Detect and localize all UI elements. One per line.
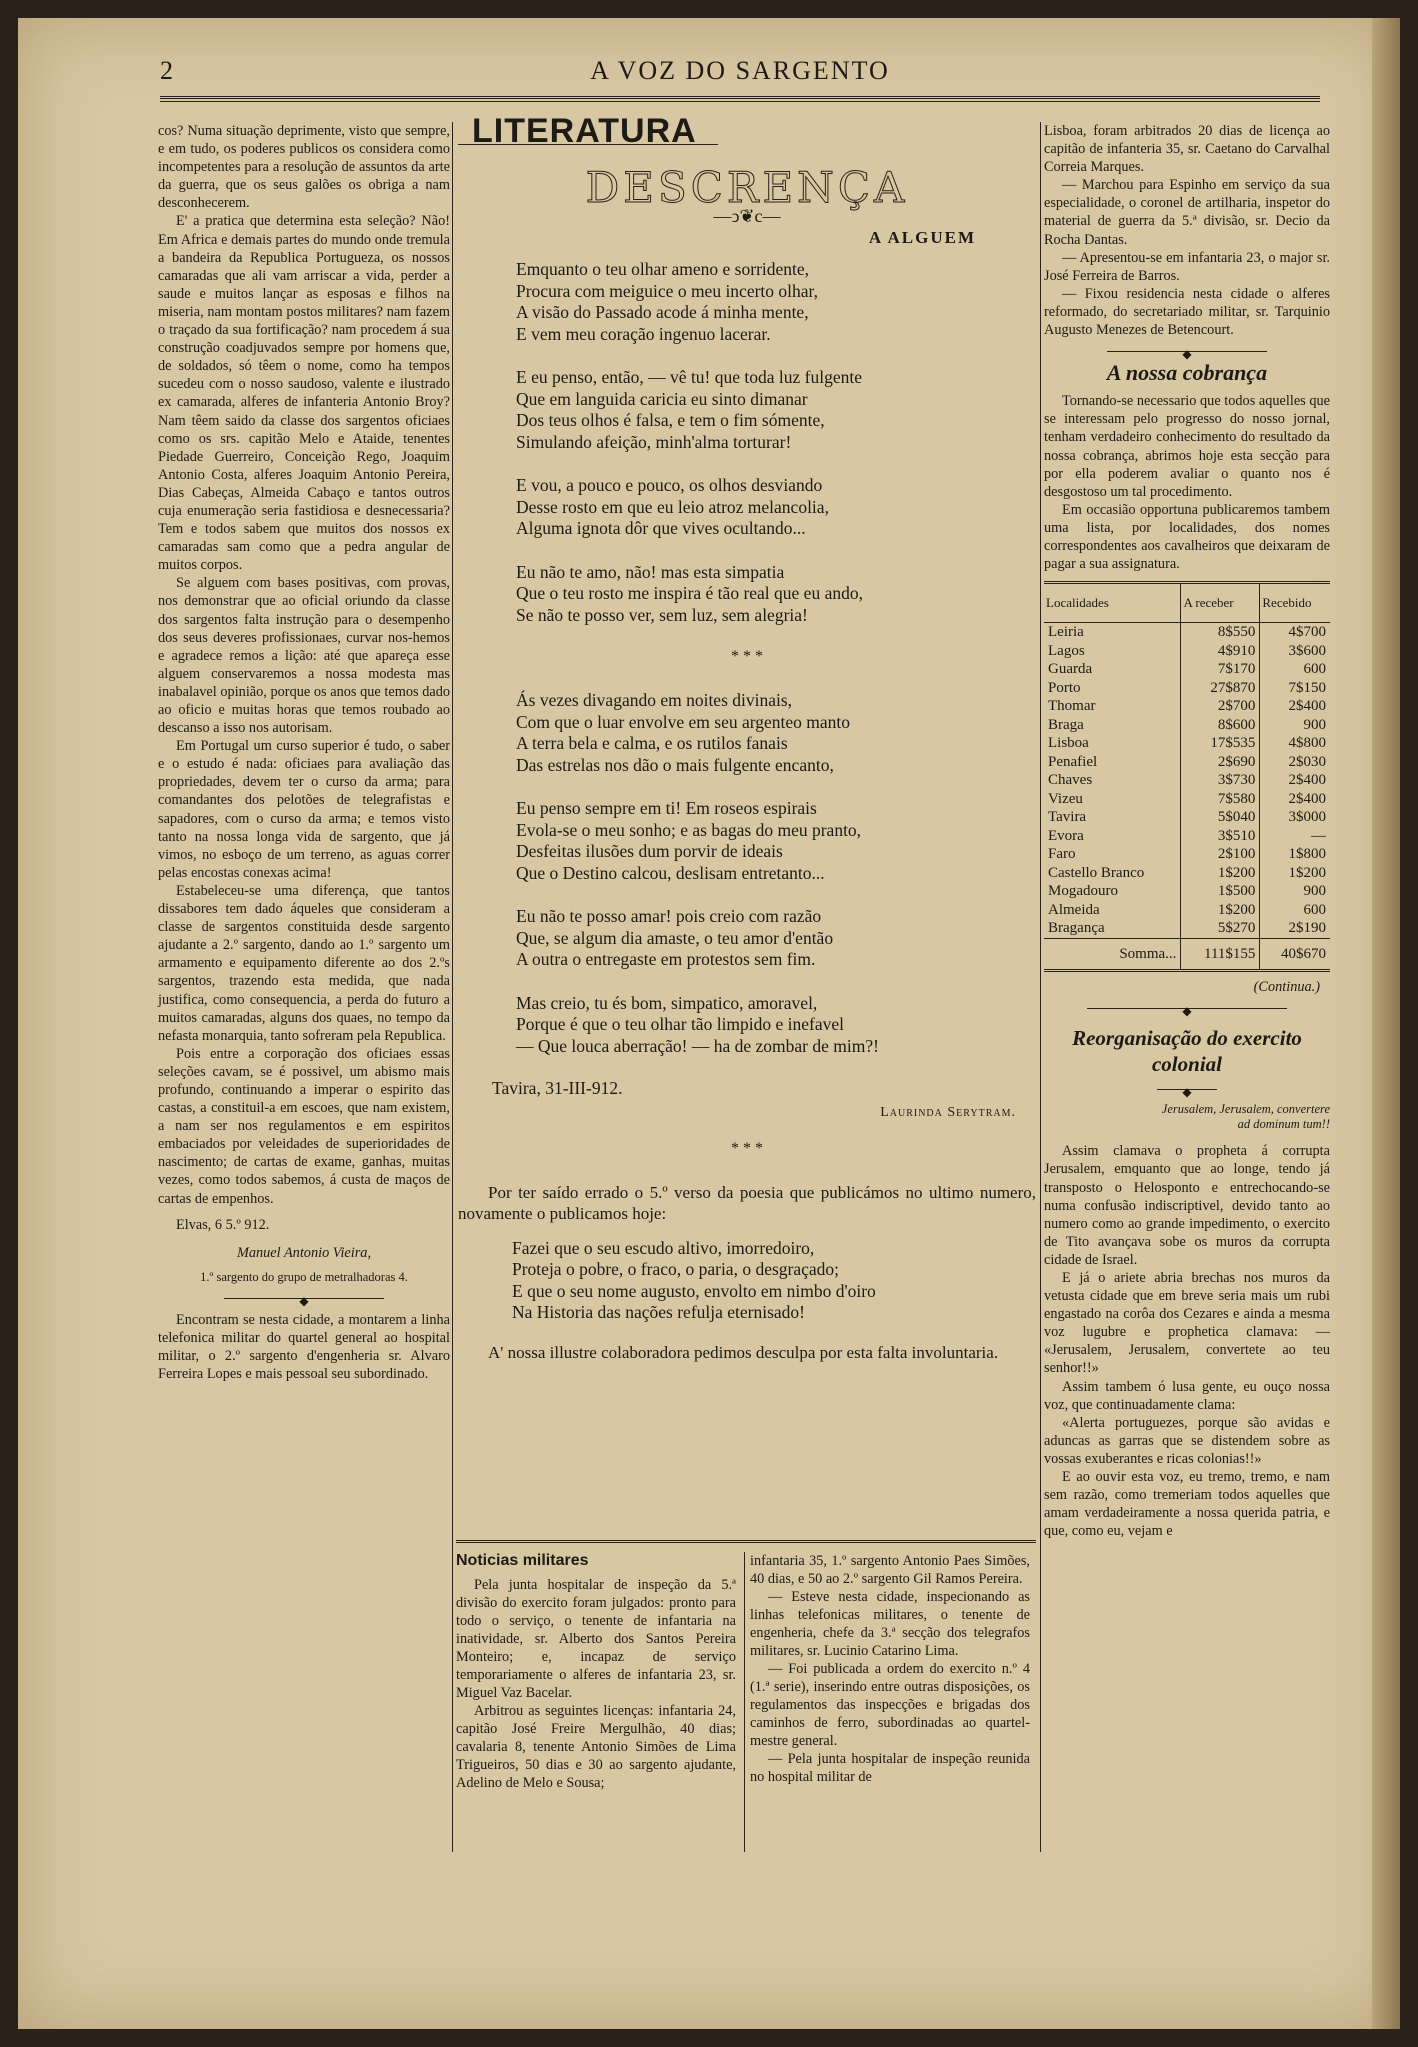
locality-cell: Leiria [1048,624,1084,641]
received-cell: 7$150 [1260,679,1330,698]
news-paragraph: — Esteve nesta cidade, inspecionando as linhas telefonicas militares, o tenente de engenheria, chefe da 3.ª secção dos telegrafos militares, sr. Lucinio Catarino Lima. [750,1589,1030,1659]
verse-line: E vou, a pouco e pouco, os olhos desviando [516,475,823,496]
table-row [1044,697,1330,716]
verse-line: Evola-se o meu sonho; e as bagas do meu pranto, [516,819,862,840]
table-row [1044,734,1330,753]
verse-line: Das estrelas nos dão o mais fulgente encanto, [516,754,834,775]
to-receive-cell: 2$100 [1181,845,1260,864]
column-divider [744,1552,745,1852]
page-header [160,50,1320,100]
table-header: Localidades [1044,583,1181,623]
table-row [1044,827,1330,846]
locality-cell: Porto [1048,679,1081,696]
to-receive-cell: 8$600 [1181,716,1260,735]
to-receive-cell: 1$500 [1181,882,1260,901]
total-cell: 111$155 [1181,938,1260,971]
received-cell: 600 [1260,901,1330,920]
received-cell: 2$030 [1260,753,1330,772]
locality-cell: Castello Branco [1048,864,1145,881]
reorg-paragraph: Assim tambem ó lusa gente, eu ouço nossa voz, que continuadamente clama: [1044,1378,1330,1413]
place-date: Elvas, 6 5.º 912. [176,1216,270,1233]
verse-line: Procura com meiguice o meu incerto olhar, [516,280,819,301]
table-row [1044,679,1330,698]
locality-cell: Bragança [1048,920,1105,937]
poem-stanza [516,798,1036,884]
locality-cell: Almeida [1048,901,1100,918]
news-paragraph: — Marchou para Espinho em serviço da sua especialidade, o coronel de artilharia, inspetor do material de guerra da 5.ª divisão, sr. Decio da Rocha Dantas. [1044,177,1330,248]
table-row [1044,623,1330,642]
locality-cell: Faro [1048,846,1076,863]
cobranca-paragraph: Em occasião opportuna publicaremos tambem uma lista, por localidades, dos nomes correspondentes aos cavalheiros que deixaram de pagar a sua assignatura. [1044,501,1330,573]
received-cell: 2$190 [1260,919,1330,938]
correction-note: Por ter saído errado o 5.º verso da poesia que publicámos no ultimo numero, novamente o publicamos hoje: [458,1182,1036,1223]
news-paragraph: — Apresentou-se em infantaria 23, o major sr. José Ferreira de Barros. [1044,249,1330,284]
verse-line: Fazei que o seu escudo altivo, imorredoiro, [512,1237,815,1258]
to-receive-cell: 17$535 [1181,734,1260,753]
masthead: A VOZ DO SARGENTO [590,56,890,85]
locality-cell: Lisboa [1048,735,1089,752]
section-title: LITERATURA [472,112,697,150]
received-cell: 4$800 [1260,734,1330,753]
verse-line: Com que o luar envolve em seu argenteo manto [516,711,851,732]
received-cell: 2$400 [1260,697,1330,716]
table-row [1044,660,1330,679]
table-header: Recebido [1260,583,1330,623]
table-row [1044,642,1330,661]
received-cell: 1$200 [1260,864,1330,883]
verse-line: A terra bela e calma, e os rutilos fanais [516,733,788,754]
table-row [1044,716,1330,735]
noticias-left [456,1552,736,1792]
asterism: * * * [731,648,763,666]
total-cell: Somma... [1044,938,1181,971]
locality-cell: Thomar [1048,698,1096,715]
verse-line: E eu penso, então, — vê tu! que toda luz fulgente [516,367,863,388]
to-receive-cell: 27$870 [1181,679,1260,698]
article-paragraph: E' a pratica que determina esta seleção? Não! Em Africa e demais partes do mundo onde tremula a bandeira da Republica Portugueza, os nossos camaradas que ali vam arriscar a vida, perder a saude e muitos lançar as esposas e filhos na miseria, nam montam postos militares? nam fazem o traçado da sua fortificação? nam procedem á sua construção coadjuvados sempre por homens que, de soldados, só têem o nome, como ha tempos sucedeu com o nosso saudoso, valente e ilustrado ex camarada, alferes de infanteria Antonio Broy? Nam têem saido da classe dos sargentos oficiaes como os srs. capitão Melo e Ataide, tenentes Piedade Guerreiro, Conceição Rego, Joaquim Antonio Costa, alferes Joaquim Antonio Pereira, Dias Cabeças, Almeida Cabaço e tantos outros cuja enumeração seria fastidiosa e desnecessaria? Tem e todos sabem que muitos dos nossos ex camaradas sam como que a pedra angular de muitos corpos. [158,213,450,574]
table-row [1044,919,1330,938]
article-paragraph: Estabeleceu-se uma diferença, que tantos dissabores tem dado áqueles que consideram a classe de sargentos constituida desde sargento ajudante a 2.º sargento, dando ao 1.º sargento um armamento e equipamento diferente ao dos 2.ºs sargentos, trazendo esta medida, que nada justifica, como consequencia, a perda do futuro a muitos camaradas, alguns dos quaes, no tempo da nefasta monarquia, tanto sofreram pela Republica. [158,882,450,1044]
locality-cell: Evora [1048,827,1084,844]
total-cell: 40$670 [1260,938,1330,971]
verse-line: Desfeitas ilusões dum porvir de ideais [516,841,783,862]
verse-line: E vem meu coração ingenuo lacerar. [516,323,771,344]
to-receive-cell: 2$690 [1181,753,1260,772]
verse-line: — Que louca aberração! — ha de zombar de mim?! [516,1035,879,1056]
article-paragraph: Em Portugal um curso superior é tudo, o saber e o estudo é nada: oficiaes para avaliação das propriedades, devem ter o curso da arma; para comandantes dos pelotões de telegrafistas e sapadores, com o curso da arma; e temos visto tanto na nossa longa vida de sargento, que já vimos, no esboço de um terreno, as aguas correr pelas encostas conexas acima! [158,738,450,881]
to-receive-cell: 5$270 [1181,919,1260,938]
diamond-ornament-icon: ◆ [1182,1085,1192,1100]
poem-dedication: A ALGUEM [868,228,976,248]
cobranca-paragraph: Tornando-se necessario que todos aquelles que se interessam pelo progresso do nosso jornal, tenham verdadeiro conhecimento do resultado da nossa cobrança, abrimos hoje esta secção para por ella poderem avaliar o quanto nos é desgostoso um tal procedimento. [1044,393,1330,500]
verse-line: A visão do Passado acode á minha mente, [516,302,809,323]
news-paragraph: — Pela junta hospitalar de inspeção reunida no hospital militar de [750,1751,1030,1785]
section-title: Noticias militares [456,1552,589,1569]
epigraph-line: ad dominum tum!! [1237,1117,1330,1132]
separator [1157,1085,1217,1100]
locality-cell: Mogadouro [1048,883,1118,900]
verse-line: Desse rosto em que eu leio atroz melancolia, [516,496,829,517]
column-divider [452,122,453,1852]
received-cell: 4$700 [1260,623,1330,642]
table-header: A receber [1181,583,1260,623]
received-cell: 3$000 [1260,808,1330,827]
noticias-right [750,1552,1030,1786]
verse-line: Que o Destino calcou, deslisam entretanto... [516,862,825,883]
verse-line: E que o seu nome augusto, envolto em nimbo d'oiro [512,1280,876,1301]
locality-cell: Penafiel [1048,753,1098,770]
signature-role: 1.º sargento do grupo de metralhadoras 4. [200,1269,408,1284]
column-divider [1040,122,1041,1852]
corrected-stanza [512,1238,1036,1324]
received-cell: 1$800 [1260,845,1330,864]
verse-line: Proteja o pobre, o fraco, o paria, o desgraçado; [512,1259,840,1280]
verse-line: Eu não te posso amar! pois creio com razão [516,906,822,927]
verse-line: Que em languida caricia eu sinto dimanar [516,388,808,409]
news-paragraph: — Fixou residencia nesta cidade o alferes reformado, do secretariado militar, sr. Tarquinio Augusto Menezes de Betencourt. [1044,285,1330,339]
table-row [1044,753,1330,772]
verse-line: Na Historia das nações refulja eternisado! [512,1302,806,1323]
received-cell: 3$600 [1260,642,1330,661]
reorg-paragraph: E já o ariete abria brechas nos muros da vetusta cidade que em breve seria mais um rubi engastado na corôa dos Cezares e ainda a mesma voz lugubre e prophetica clamava: — «Jerusalem, Jerusalem, convertete ao teu senhor!!» [1044,1270,1330,1377]
notice-paragraph: Encontram se nesta cidade, a montarem a linha telefonica militar do quartel general ao hospital militar, o 2.º sargento d'engenheria sr. Alvaro Ferreira Lopes e mais pessoal seu subordinado. [158,1311,450,1383]
section-rule [456,1540,1036,1543]
to-receive-cell: 1$200 [1181,901,1260,920]
signature: Manuel Antonio Vieira, [236,1244,372,1261]
received-cell: 900 [1260,716,1330,735]
received-cell: 900 [1260,882,1330,901]
received-cell: — [1260,827,1330,846]
verse-line: Dos teus olhos é falsa, e tem o fim sómente, [516,410,825,431]
locality-cell: Vizeu [1048,790,1083,807]
news-paragraph: — Foi publicada a ordem do exercito n.º 4 (1.ª serie), inserindo entre outras disposições, os regulamentos das inspecções e brigadas dos caminhos de ferro, subordinadas ao quartel-mestre general. [750,1661,1030,1749]
separator [224,1293,384,1308]
article-paragraph: Se alguem com bases positivas, com provas, nos demonstrar que ao oficial oriundo da classe dos sargentos falta instrução para o desempenho dos seus deveres profissionaes, curvar nos-hemos e agradece remos a lição: até que apareça esse alguem conservaremos a nossa modesta mas inabalavel opinião, porque os anos que temos dado ao oficio e muitas horas que temos roubado ao descanso a isso nos autorisam. [158,575,450,737]
table-row [1044,864,1330,883]
to-receive-cell: 3$510 [1181,827,1260,846]
verse-line: Ás vezes divagando em noites divinais, [516,690,793,711]
poem-stanza [516,993,1036,1058]
to-receive-cell: 3$730 [1181,771,1260,790]
poem-stanza [516,562,1036,627]
to-receive-cell: 2$700 [1181,697,1260,716]
table-row [1044,845,1330,864]
verse-line: Eu não te amo, não! mas esta simpatia [516,561,785,582]
column-left [158,122,450,1383]
article-paragraph: Pois entre a corporação dos oficiaes essas seleções cavam, se é possivel, um abismo mais profundo, continuando a imperar o espirito das castas, a constituil-a em escoes, que nam existem, a nam ser nos regulamentos e em espiritos embaciados por veleidades de superioridades de nascimento; de cartas de exame, ganhas, muitas vezes, como todos sabemos, á custa de maços de cartas de empenhos. [158,1045,450,1207]
poem-stanza [516,690,1036,776]
column-center [458,112,1036,1363]
diamond-ornament-icon: ◆ [1182,1004,1192,1019]
poem-stanza [516,367,1036,453]
received-cell: 2$400 [1260,790,1330,809]
article-paragraph: cos? Numa situação deprimente, visto que sempre, e em tudo, os poderes publicos os considera como incompetentes para a resolução de assuntos da arte da guerra, que os seus galões os obriga a nam desconhecerem. [158,123,450,212]
table-row [1044,808,1330,827]
cobranca-title: A nossa cobrança [1106,360,1268,386]
locality-cell: Tavira [1048,809,1087,826]
verse-line: Eu penso sempre em ti! Em roseos espirais [516,798,817,819]
to-receive-cell: 8$550 [1181,623,1260,642]
received-cell: 600 [1260,660,1330,679]
to-receive-cell: 7$170 [1181,660,1260,679]
reorg-title [1044,1025,1330,1077]
column-right [1044,122,1330,1540]
table-body [1044,623,1330,971]
table-row [1044,901,1330,920]
verse-line: Simulando afeição, minh'alma torturar! [516,431,792,452]
news-paragraph: Pela junta hospitalar de inspeção da 5.ª divisão do exercito foram julgados: pronto para todo o serviço, o tenente de infantaria na inatividade, sr. Alberto dos Santos Pereira Monteiro; e, incapaz de serviço temporariamente o alferes de infantaria 23, sr. Miguel Vaz Bacelar. [456,1577,736,1701]
poem-stanza [516,259,1036,345]
verse-line: Emquanto o teu olhar ameno e sorridente, [516,259,810,280]
verse-line: Alguma ignota dôr que vives ocultando... [516,518,806,539]
diamond-ornament-icon: ◆ [1182,347,1192,362]
epigraph-line: Jerusalem, Jerusalem, convertere [1161,1102,1330,1117]
page-number: 2 [160,56,173,85]
news-paragraph: Lisboa, foram arbitrados 20 dias de licença ao capitão de infanteria 35, sr. Caetano do Carvalhal Correia Marques. [1044,123,1330,176]
verse-line: Se não te posso ver, sem luz, sem alegria! [516,604,808,625]
header-rule [160,96,1320,102]
title-line: colonial [1151,1052,1222,1077]
asterism: * * * [731,1139,763,1157]
poem-author: Laurinda Serytram. [880,1104,1016,1120]
page-edge [1372,18,1400,2029]
locality-cell: Lagos [1048,642,1085,659]
separator [1107,347,1267,362]
verse-line: Porque é que o teu olhar tão limpido e inefavel [516,1014,845,1035]
table-header-row [1044,583,1330,623]
verse-line: Que o teu rosto me inspira é tão real que eu ando, [516,583,863,604]
table-total-row [1044,938,1330,971]
poem-stanza [516,475,1036,540]
to-receive-cell: 1$200 [1181,864,1260,883]
continua: (Continua.) [1253,979,1320,996]
separator [1087,1004,1287,1019]
apology-note: A' nossa illustre colaboradora pedimos desculpa por esta falta involuntaria. [488,1342,999,1362]
table-row [1044,771,1330,790]
title-line: Reorganisação do exercito [1072,1026,1302,1051]
reorg-paragraph: E ao ouvir esta voz, eu tremo, tremo, e nam sem razão, como tremeriam todos aquelles que amam verdadeiramente a nossa querida patria, e que, como eu, vejam e [1044,1469,1330,1540]
poem-stanza [516,906,1036,971]
to-receive-cell: 5$040 [1181,808,1260,827]
table-row [1044,882,1330,901]
news-paragraph: Arbitrou as seguintes licenças: infantaria 24, capitão José Freire Mergulhão, 40 dias; cavalaria 8, tenente Antonio Simões de Lima Trigueiros, 50 dias e 30 ao sargento ajudante, Adelino de Melo e Sousa; [456,1703,736,1791]
table-row [1044,790,1330,809]
to-receive-cell: 4$910 [1181,642,1260,661]
verse-line: Mas creio, tu és bom, simpatico, amoravel, [516,992,818,1013]
verse-line: A outra o entregaste em protestos sem fim. [516,949,816,970]
reorg-paragraph: «Alerta portuguezes, porque são avidas e aduncas as garras que se distendem sobre as vossas exuberantes e ricas colonias!!» [1044,1414,1330,1467]
to-receive-cell: 7$580 [1181,790,1260,809]
ornament: —ↄ❦c— [713,206,781,227]
locality-cell: Braga [1048,716,1084,733]
locality-cell: Chaves [1048,772,1093,789]
diamond-ornament-icon: ◆ [299,1293,309,1308]
news-paragraph: infantaria 35, 1.º sargento Antonio Paes Simões, 40 dias, e 50 ao 2.º sargento Gil Ramos Pereira. [750,1553,1030,1587]
epigraph [1044,1102,1330,1132]
verse-line: Que, se algum dia amaste, o teu amor d'então [516,927,834,948]
poem-place-date: Tavira, 31-III-912. [492,1078,623,1099]
cobranca-table [1044,581,1330,972]
locality-cell: Guarda [1048,661,1093,678]
received-cell: 2$400 [1260,771,1330,790]
poem-title: DESCRENÇA [585,163,909,213]
reorg-paragraph: Assim clamava o propheta á corrupta Jerusalem, emquanto que ao longe, tendo já transposto o Helosponto e entrechocando-se numa confusão indiscriptivel, devido tanto ao numero como ao grande impedimento, o exercito de Tito avançava sobe os muros da corrupta cidade de Israel. [1044,1143,1330,1268]
